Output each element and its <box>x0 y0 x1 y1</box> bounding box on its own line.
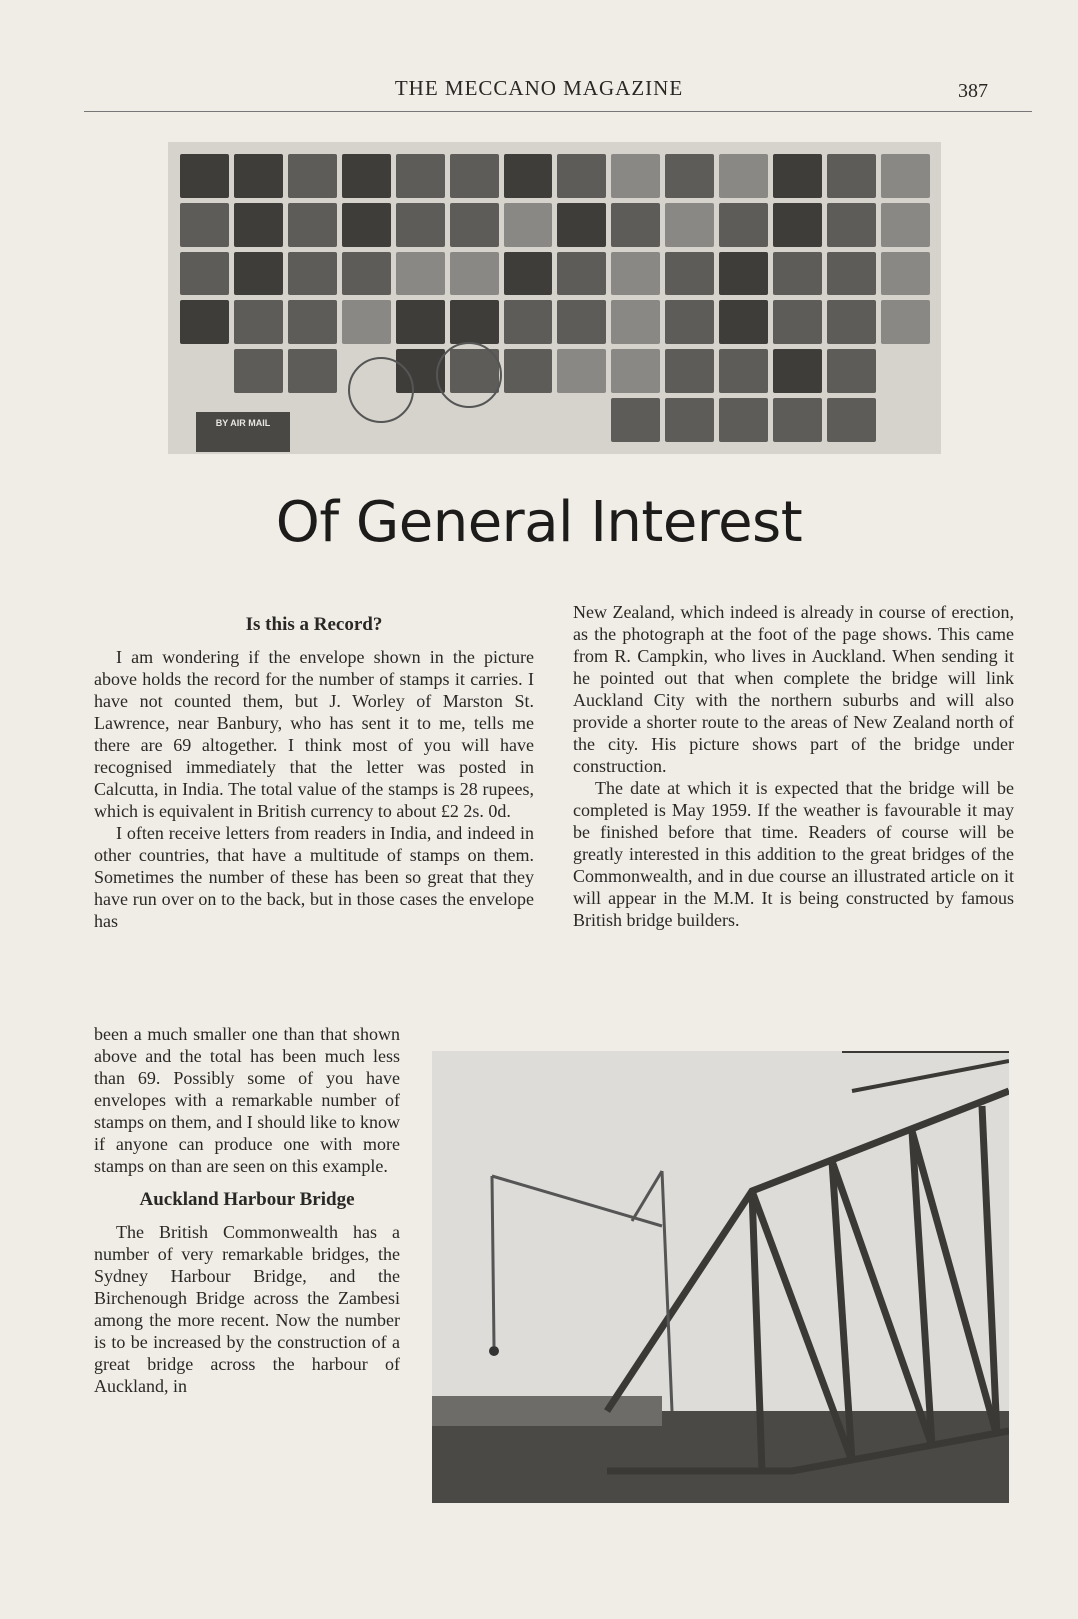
stamp <box>504 252 553 296</box>
stamp <box>881 349 930 393</box>
stamp <box>342 203 391 247</box>
stamp <box>234 203 283 247</box>
stamp <box>557 349 606 393</box>
paragraph: I often receive letters from readers in India, and indeed in other countries, that have a multitude of stamps on them. Sometimes the number of these has been so great that they have run over on to the back, but in those cases the envelope has <box>94 823 534 931</box>
stamp <box>396 252 445 296</box>
stamp <box>504 398 553 442</box>
paragraph: The date at which it is expected that the bridge will be completed is May 1959. If the weather is favourable it may be finished before that time. Readers of course will be greatly interested in this addition to the great bridges of the Commonwealth, and in due course an illustrated article on it will appear in the M.M. It is being constructed by famous British bridge builders. <box>573 778 1014 930</box>
stamp <box>557 154 606 198</box>
stamp <box>665 203 714 247</box>
stamp <box>827 252 876 296</box>
magazine-title: THE MECCANO MAGAZINE <box>394 76 684 100</box>
stamp <box>665 154 714 198</box>
stamp <box>450 252 499 296</box>
stamp <box>557 398 606 442</box>
stamp <box>342 252 391 296</box>
stamp <box>827 300 876 344</box>
stamp <box>611 252 660 296</box>
stamp <box>396 300 445 344</box>
stamp <box>504 203 553 247</box>
stamp <box>881 398 930 442</box>
stamp <box>773 154 822 198</box>
postmark <box>348 357 414 423</box>
section-heading: Is this a Record? <box>245 614 383 635</box>
stamp <box>611 203 660 247</box>
stamp <box>180 203 229 247</box>
section-heading: Auckland Harbour Bridge <box>139 1189 355 1210</box>
stamp <box>665 349 714 393</box>
stamp <box>773 252 822 296</box>
stamp <box>827 203 876 247</box>
stamp <box>557 203 606 247</box>
postmark <box>436 342 502 408</box>
stamp <box>396 203 445 247</box>
right-column <box>573 601 1014 931</box>
stamp-grid <box>180 154 930 442</box>
left-column <box>94 614 534 932</box>
stamp <box>504 154 553 198</box>
stamp <box>342 300 391 344</box>
stamp <box>611 349 660 393</box>
stamp <box>288 154 337 198</box>
stamp <box>180 300 229 344</box>
stamp <box>827 154 876 198</box>
stamp <box>827 349 876 393</box>
stamp <box>665 398 714 442</box>
stamp <box>288 203 337 247</box>
stamp <box>827 398 876 442</box>
airmail-label: BY AIR MAIL <box>196 412 290 452</box>
paragraph: New Zealand, which indeed is already in course of erection, as the photograph at the foot of the page shows. This came from R. Campkin, who lives in Auckland. When sending it he pointed out that when complete the bridge will link Auckland City with the northern suburbs and will also provide a shorter route to the areas of New Zealand north of the city. His picture shows part of the bridge under construction. <box>573 602 1014 776</box>
stamp <box>450 300 499 344</box>
stamp <box>611 300 660 344</box>
paragraph: The British Commonwealth has a number of very remarkable bridges, the Sydney Harbour Bridge, and the Birchenough Bridge across the Zambesi among the more recent. Now the number is to be increased by the construction of a great bridge across the harbour of Auckland, in <box>94 1222 400 1396</box>
stamp <box>881 252 930 296</box>
stamp <box>719 349 768 393</box>
stamp <box>288 349 337 393</box>
page-number: 387 <box>958 80 988 102</box>
stamp <box>288 252 337 296</box>
envelope-photo <box>168 142 941 454</box>
stamp <box>773 300 822 344</box>
stamp <box>611 398 660 442</box>
stamp <box>665 300 714 344</box>
stamp <box>342 154 391 198</box>
stamp <box>773 398 822 442</box>
stamp <box>180 154 229 198</box>
stamp <box>773 203 822 247</box>
stamp <box>719 300 768 344</box>
stamp <box>719 154 768 198</box>
stamp <box>504 349 553 393</box>
stamp <box>611 154 660 198</box>
stamp <box>396 154 445 198</box>
stamp <box>881 203 930 247</box>
stamp <box>504 300 553 344</box>
stamp <box>288 398 337 442</box>
stamp <box>234 252 283 296</box>
stamp <box>773 349 822 393</box>
stamp <box>719 398 768 442</box>
header-rule <box>84 111 1032 112</box>
stamp <box>234 300 283 344</box>
stamp <box>719 252 768 296</box>
bridge-photo <box>432 1051 1009 1503</box>
stamp <box>180 349 229 393</box>
stamp <box>234 154 283 198</box>
left-column-narrow <box>94 1023 400 1397</box>
stamp <box>450 203 499 247</box>
stamp <box>450 154 499 198</box>
stamp <box>234 349 283 393</box>
stamp <box>557 252 606 296</box>
paragraph: been a much smaller one than that shown above and the total has been much less than 69. Possibly some of you have envelopes with a remarkable number of stamps on them, and I should like to know if anyone can produce one with more stamps on than are seen on this example. <box>94 1024 400 1176</box>
stamp <box>557 300 606 344</box>
stamp <box>719 203 768 247</box>
bridge-construction-illustration <box>432 1051 1009 1503</box>
page-title: Of General Interest <box>275 490 803 555</box>
stamp <box>180 252 229 296</box>
stamp <box>288 300 337 344</box>
stamp <box>881 154 930 198</box>
paragraph: I am wondering if the envelope shown in the picture above holds the record for the number of stamps it carries. I have not counted them, but J. Worley of Marston St. Lawrence, near Banbury, who has sent it to me, tells me there are 69 altogether. I think most of you will have recognised immediately that the letter was posted in Calcutta, in India. The total value of the stamps is 28 rupees, which is equivalent in British currency to about £2 2s. 0d. <box>94 647 534 821</box>
stamp <box>665 252 714 296</box>
stamp <box>881 300 930 344</box>
